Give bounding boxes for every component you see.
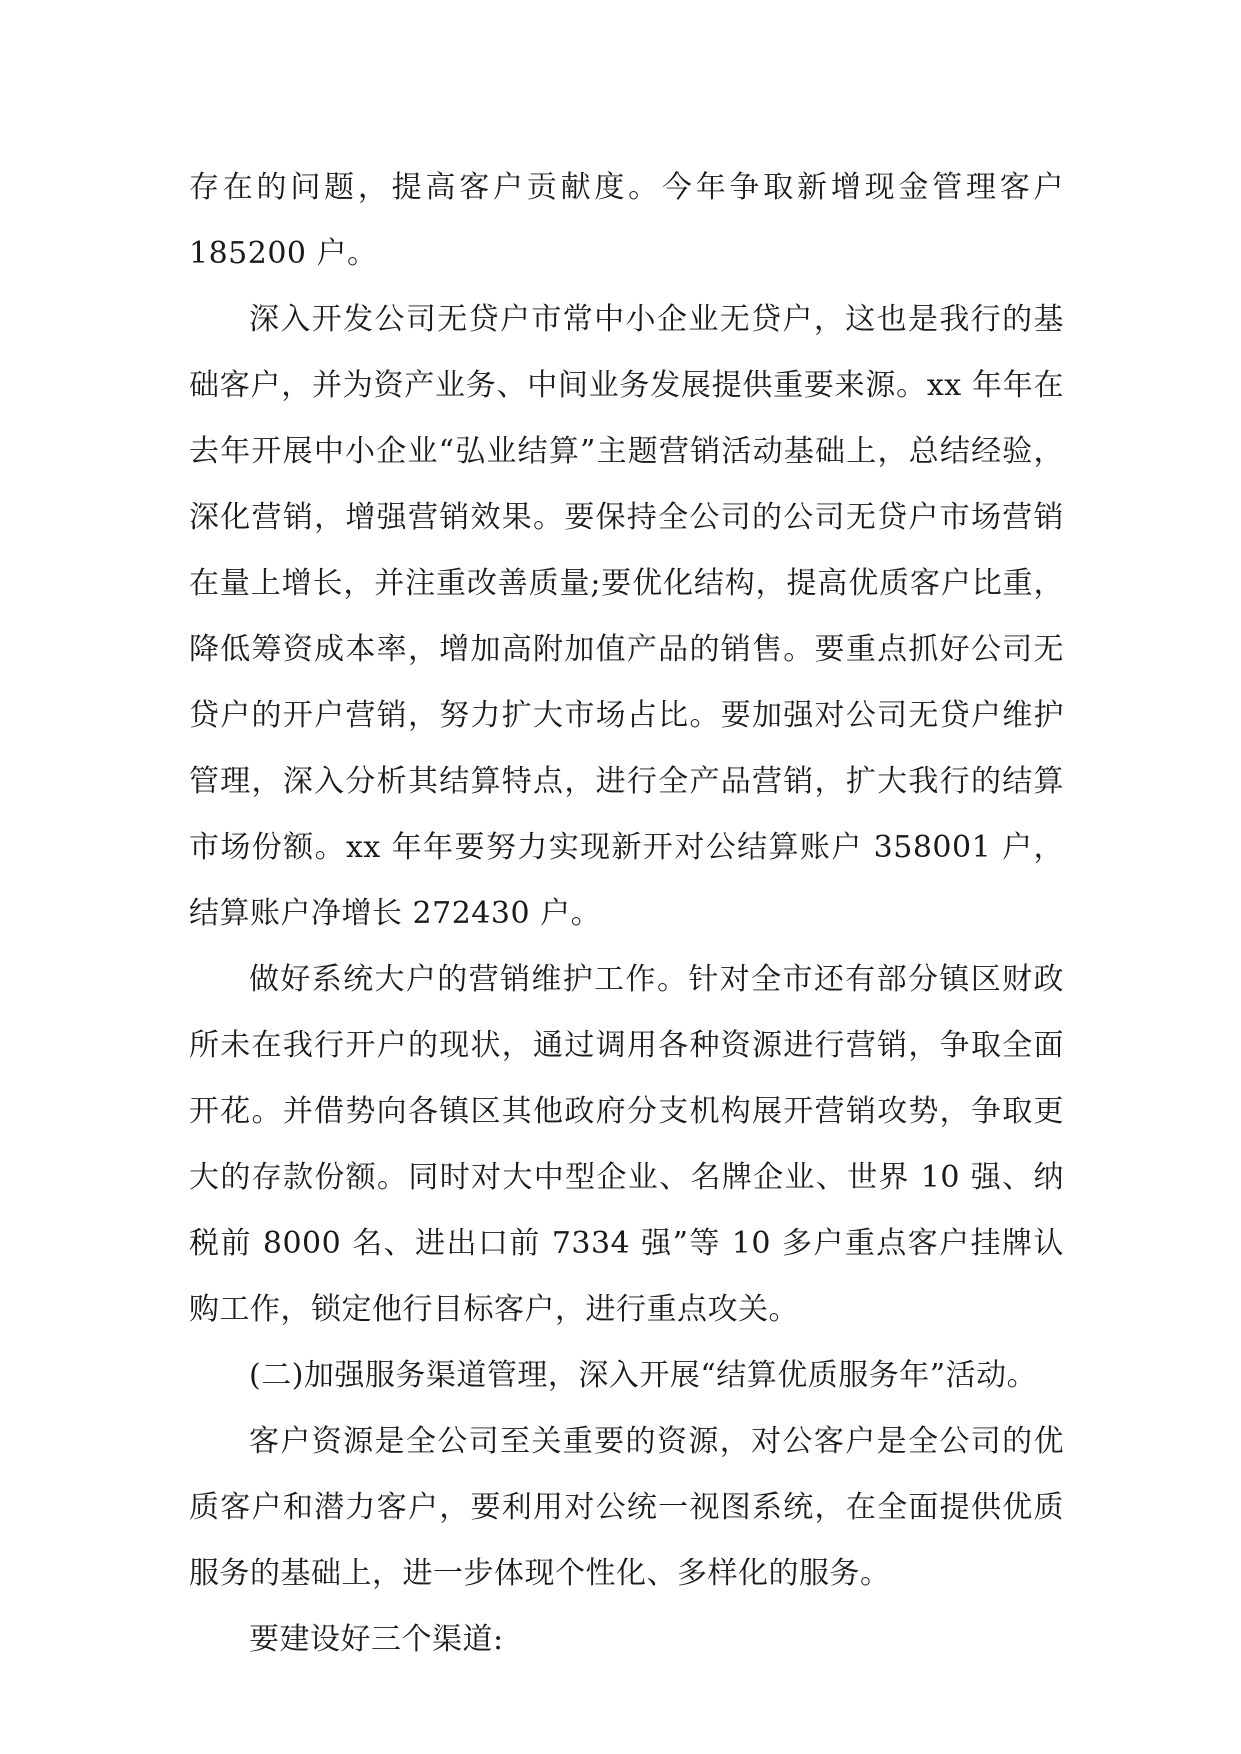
paragraph-4: (二)加强服务渠道管理，深入开展“结算优质服务年”活动。 [249, 1358, 1038, 1393]
paragraph-1: 存在的问题，提高客户贡献度。今年争取新增现金管理客户 185200 户。 [189, 170, 1064, 271]
paragraph-2: 深入开发公司无贷户市常中小企业无贷户，这也是我行的基础客户，并为资产业务、中间业务发展提供重要来源。xx 年年在去年开展中小企业“弘业结算”主题营销活动基础上，总结经验，深化营销，增强营销效果。要保持全公司的公司无贷户市场营销在量上增长，并注重改善质量;要优化结构，提高优质客户比重，降低筹资成本率，增加高附加值产品的销售。要重点抓好公司无贷户的开户营销，努力扩大市场占比。要加强对公司无贷户维护管理，深入分析其结算特点，进行全产品营销，扩大我行的结算市场份额。xx 年年要努力实现新开对公结算账户 358001 户，结算账户净增长 272430 户。 [189, 302, 1064, 931]
paragraph-6: 要建设好三个渠道: [249, 1622, 504, 1657]
document-body [189, 155, 1064, 1673]
paragraph-3: 做好系统大户的营销维护工作。针对全市还有部分镇区财政所未在我行开户的现状，通过调用各种资源进行营销，争取全面开花。并借势向各镇区其他政府分支机构展开营销攻势，争取更大的存款份额。同时对大中型企业、名牌企业、世界 10 强、纳税前 8000 名、进出口前 7334 强”等 10 多户重点客户挂牌认购工作，锁定他行目标客户，进行重点攻关。 [189, 962, 1064, 1327]
paragraph-5: 客户资源是全公司至关重要的资源，对公客户是全公司的优质客户和潜力客户，要利用对公统一视图系统，在全面提供优质服务的基础上，进一步体现个性化、多样化的服务。 [189, 1424, 1064, 1591]
